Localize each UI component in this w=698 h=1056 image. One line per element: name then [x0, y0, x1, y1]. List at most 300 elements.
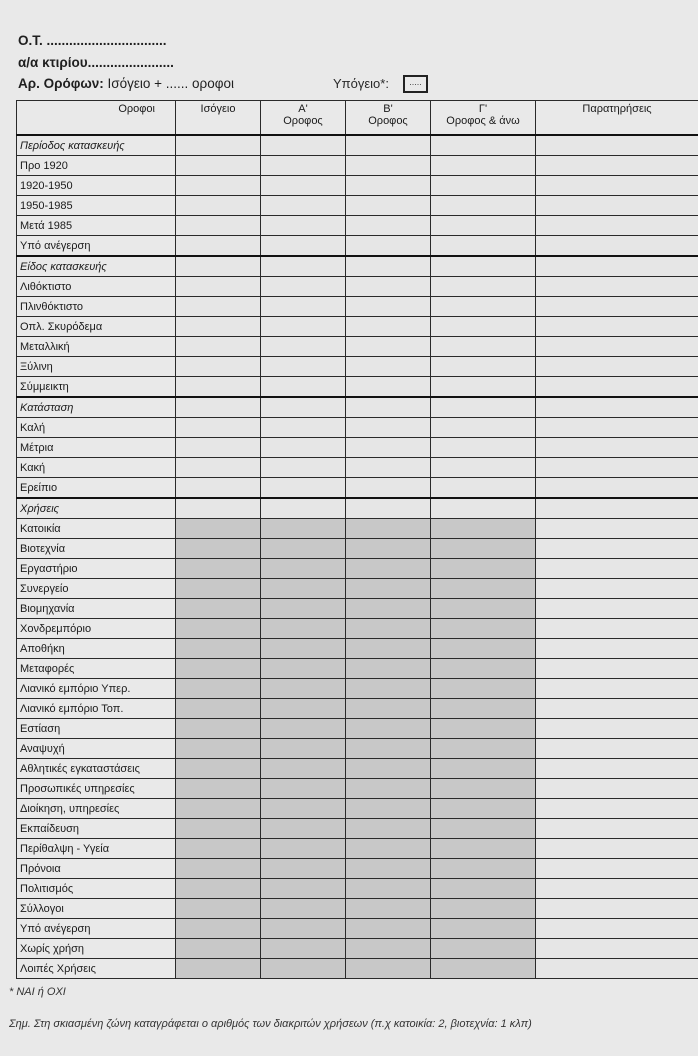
- table-cell[interactable]: [536, 819, 698, 839]
- table-cell[interactable]: [536, 659, 698, 679]
- row-label: Προ 1920: [17, 156, 176, 176]
- table-cell[interactable]: [536, 739, 698, 759]
- row-label: Λιανικό εμπόριο Υπερ.: [17, 679, 176, 699]
- table-cell[interactable]: [261, 659, 346, 679]
- table-cell[interactable]: [536, 438, 698, 458]
- table-cell[interactable]: [346, 519, 431, 539]
- table-cell[interactable]: [431, 719, 536, 739]
- table-cell[interactable]: [346, 458, 431, 478]
- table-row: [17, 759, 698, 779]
- table-cell[interactable]: [176, 939, 261, 959]
- table-cell[interactable]: [176, 739, 261, 759]
- table-cell[interactable]: [346, 819, 431, 839]
- row-label: Εργαστήριο: [17, 559, 176, 579]
- table-cell[interactable]: [536, 519, 698, 539]
- table-cell[interactable]: [346, 799, 431, 819]
- table-row: [17, 176, 698, 196]
- table-cell[interactable]: [536, 397, 698, 418]
- table-cell[interactable]: [261, 819, 346, 839]
- table-cell[interactable]: [176, 256, 261, 277]
- table-cell[interactable]: [261, 458, 346, 478]
- table-cell[interactable]: [346, 759, 431, 779]
- row-label: Χονδρεμπόριο: [17, 619, 176, 639]
- table-cell[interactable]: [176, 919, 261, 939]
- table-cell[interactable]: [176, 418, 261, 438]
- table-cell[interactable]: [261, 719, 346, 739]
- table-cell[interactable]: [346, 939, 431, 959]
- building-number-field[interactable]: α/α κτιρίου.......................: [18, 55, 174, 70]
- table-cell[interactable]: [536, 959, 698, 979]
- table-cell[interactable]: [536, 297, 698, 317]
- table-cell[interactable]: [261, 799, 346, 819]
- table-cell[interactable]: [536, 498, 698, 519]
- table-cell[interactable]: [346, 317, 431, 337]
- table-cell[interactable]: [261, 639, 346, 659]
- table-cell[interactable]: [176, 317, 261, 337]
- table-row: [17, 216, 698, 236]
- table-cell[interactable]: [431, 759, 536, 779]
- table-cell[interactable]: [346, 899, 431, 919]
- table-cell[interactable]: [431, 579, 536, 599]
- table-cell[interactable]: [536, 337, 698, 357]
- table-cell[interactable]: [431, 438, 536, 458]
- table-row: [17, 196, 698, 216]
- table-cell[interactable]: [536, 579, 698, 599]
- table-cell[interactable]: [261, 899, 346, 919]
- table-cell[interactable]: [431, 317, 536, 337]
- table-cell[interactable]: [431, 539, 536, 559]
- table-cell[interactable]: [536, 679, 698, 699]
- table-cell[interactable]: [261, 176, 346, 196]
- table-cell[interactable]: [346, 498, 431, 519]
- table-cell[interactable]: [346, 879, 431, 899]
- table-cell[interactable]: [176, 539, 261, 559]
- table-cell[interactable]: [261, 779, 346, 799]
- table-cell[interactable]: [261, 196, 346, 216]
- table-cell[interactable]: [261, 699, 346, 719]
- survey-table: [16, 100, 698, 979]
- table-cell[interactable]: [176, 579, 261, 599]
- row-label: Προσωπικές υπηρεσίες: [17, 779, 176, 799]
- table-cell[interactable]: [536, 639, 698, 659]
- table-cell[interactable]: [431, 277, 536, 297]
- table-row: [17, 519, 698, 539]
- row-label: Καλή: [17, 418, 176, 438]
- table-header-row: [17, 101, 698, 136]
- table-cell[interactable]: [431, 256, 536, 277]
- table-cell[interactable]: [431, 699, 536, 719]
- section-header-row: [17, 256, 698, 277]
- table-cell[interactable]: [176, 277, 261, 297]
- table-cell[interactable]: [536, 176, 698, 196]
- row-label: Εστίαση: [17, 719, 176, 739]
- table-cell[interactable]: [176, 397, 261, 418]
- table-cell[interactable]: [536, 919, 698, 939]
- table-cell[interactable]: [176, 679, 261, 699]
- table-cell[interactable]: [176, 879, 261, 899]
- floors-field[interactable]: [18, 76, 234, 91]
- table-cell[interactable]: [261, 759, 346, 779]
- table-row: [17, 739, 698, 759]
- table-row: [17, 579, 698, 599]
- table-cell[interactable]: [176, 759, 261, 779]
- table-cell[interactable]: [346, 539, 431, 559]
- table-cell[interactable]: [431, 859, 536, 879]
- section-header-row: [17, 397, 698, 418]
- table-cell[interactable]: [176, 599, 261, 619]
- table-cell[interactable]: [346, 216, 431, 236]
- column-header: Ισόγειο: [176, 101, 261, 136]
- row-label: Βιοτεχνία: [17, 539, 176, 559]
- table-row: [17, 619, 698, 639]
- table-cell[interactable]: [261, 839, 346, 859]
- table-cell[interactable]: [176, 699, 261, 719]
- row-label: Λιανικό εμπόριο Τοπ.: [17, 699, 176, 719]
- table-cell[interactable]: [346, 859, 431, 879]
- table-cell[interactable]: [346, 418, 431, 438]
- table-row: [17, 659, 698, 679]
- table-cell[interactable]: [431, 236, 536, 257]
- table-cell[interactable]: [176, 176, 261, 196]
- row-label: Υπό ανέγερση: [17, 236, 176, 257]
- table-row: [17, 297, 698, 317]
- table-cell[interactable]: [346, 639, 431, 659]
- row-label: Αθλητικές εγκαταστάσεις: [17, 759, 176, 779]
- table-cell[interactable]: [346, 176, 431, 196]
- table-cell[interactable]: [261, 478, 346, 499]
- table-cell[interactable]: [536, 256, 698, 277]
- row-label: Λιθόκτιστο: [17, 277, 176, 297]
- table-cell[interactable]: [346, 659, 431, 679]
- row-label: Μέτρια: [17, 438, 176, 458]
- table-cell[interactable]: [536, 759, 698, 779]
- table-cell[interactable]: [431, 959, 536, 979]
- table-cell[interactable]: [346, 559, 431, 579]
- row-label: Πλινθόκτιστο: [17, 297, 176, 317]
- table-cell[interactable]: [346, 397, 431, 418]
- table-cell[interactable]: [261, 959, 346, 979]
- row-label: Μεταφορές: [17, 659, 176, 679]
- table-cell[interactable]: [261, 156, 346, 176]
- row-label: Συνεργείο: [17, 579, 176, 599]
- table-row: [17, 559, 698, 579]
- row-label: Διοίκηση, υπηρεσίες: [17, 799, 176, 819]
- table-cell[interactable]: [431, 156, 536, 176]
- row-label: Πρόνοια: [17, 859, 176, 879]
- table-cell[interactable]: [431, 377, 536, 398]
- shading-note: Σημ. Στη σκιασμένη ζώνη καταγράφεται ο αριθμός των διακριτών χρήσεων (π.χ κατοικία: 2, βιοτεχνία: 1 κλπ): [9, 1018, 532, 1030]
- table-cell[interactable]: [346, 839, 431, 859]
- table-cell[interactable]: [431, 357, 536, 377]
- table-row: [17, 719, 698, 739]
- table-cell[interactable]: [431, 739, 536, 759]
- table-cell[interactable]: [261, 539, 346, 559]
- table-cell[interactable]: [536, 699, 698, 719]
- table-cell[interactable]: [431, 839, 536, 859]
- table-cell[interactable]: [536, 599, 698, 619]
- table-cell[interactable]: [431, 679, 536, 699]
- table-row: [17, 859, 698, 879]
- table-cell[interactable]: [261, 317, 346, 337]
- footnote: * ΝΑΙ ή ΟΧΙ: [9, 986, 66, 998]
- table-cell[interactable]: [431, 819, 536, 839]
- table-cell[interactable]: [346, 236, 431, 257]
- table-cell[interactable]: [536, 539, 698, 559]
- table-cell[interactable]: [346, 579, 431, 599]
- column-header: Γ' Οροφος & άνω: [431, 101, 536, 136]
- table-cell[interactable]: [176, 196, 261, 216]
- table-cell[interactable]: [176, 859, 261, 879]
- table-row: [17, 357, 698, 377]
- table-cell[interactable]: [431, 337, 536, 357]
- table-cell[interactable]: [536, 879, 698, 899]
- row-label: Κακή: [17, 458, 176, 478]
- row-label: Σύμμεικτη: [17, 377, 176, 398]
- table-cell[interactable]: [431, 939, 536, 959]
- table-cell[interactable]: [346, 135, 431, 156]
- row-label: Χωρίς χρήση: [17, 939, 176, 959]
- table-row: [17, 277, 698, 297]
- table-cell[interactable]: [261, 619, 346, 639]
- table-cell[interactable]: [261, 397, 346, 418]
- row-label: Ερείπιο: [17, 478, 176, 499]
- table-cell[interactable]: [431, 639, 536, 659]
- table-cell[interactable]: [431, 779, 536, 799]
- table-cell[interactable]: [431, 297, 536, 317]
- table-cell[interactable]: [346, 599, 431, 619]
- table-cell[interactable]: [346, 156, 431, 176]
- row-label: Μετά 1985: [17, 216, 176, 236]
- table-cell[interactable]: [261, 679, 346, 699]
- table-cell[interactable]: [176, 799, 261, 819]
- table-cell[interactable]: [431, 919, 536, 939]
- table-cell[interactable]: [536, 619, 698, 639]
- table-cell[interactable]: [346, 619, 431, 639]
- table-cell[interactable]: [536, 216, 698, 236]
- table-cell[interactable]: [431, 799, 536, 819]
- table-cell[interactable]: [261, 879, 346, 899]
- row-label: Οπλ. Σκυρόδεμα: [17, 317, 176, 337]
- table-cell[interactable]: [536, 839, 698, 859]
- table-cell[interactable]: [176, 819, 261, 839]
- table-cell[interactable]: [176, 337, 261, 357]
- table-row: [17, 418, 698, 438]
- table-cell[interactable]: [431, 879, 536, 899]
- table-cell[interactable]: [261, 277, 346, 297]
- table-row: [17, 639, 698, 659]
- table-cell[interactable]: [431, 397, 536, 418]
- table-cell[interactable]: [431, 478, 536, 499]
- row-label: Πολιτισμός: [17, 879, 176, 899]
- table-cell[interactable]: [536, 418, 698, 438]
- table-cell[interactable]: [431, 519, 536, 539]
- table-row: [17, 879, 698, 899]
- table-cell[interactable]: [431, 559, 536, 579]
- table-row: [17, 919, 698, 939]
- table-cell[interactable]: [346, 959, 431, 979]
- table-cell[interactable]: [536, 859, 698, 879]
- table-cell[interactable]: [346, 377, 431, 398]
- row-label: Κατοικία: [17, 519, 176, 539]
- table-cell[interactable]: [176, 519, 261, 539]
- table-cell[interactable]: [536, 719, 698, 739]
- table-cell[interactable]: [261, 377, 346, 398]
- table-cell[interactable]: [346, 337, 431, 357]
- section-title: Κατάσταση: [17, 397, 176, 418]
- basement-label: Υπόγειο*:: [333, 76, 389, 91]
- row-label: Σύλλογοι: [17, 899, 176, 919]
- floors-text: Ισόγειο + ...... οροφοι: [107, 76, 235, 91]
- table-cell[interactable]: [176, 438, 261, 458]
- table-cell[interactable]: [261, 498, 346, 519]
- table-cell[interactable]: [536, 277, 698, 297]
- table-cell[interactable]: [176, 478, 261, 499]
- table-cell[interactable]: [346, 919, 431, 939]
- table-cell[interactable]: [261, 135, 346, 156]
- table-cell[interactable]: [431, 899, 536, 919]
- table-cell[interactable]: [261, 236, 346, 257]
- table-cell[interactable]: [261, 559, 346, 579]
- table-cell[interactable]: [536, 156, 698, 176]
- table-cell[interactable]: [346, 779, 431, 799]
- table-cell[interactable]: [176, 559, 261, 579]
- table-cell[interactable]: [176, 899, 261, 919]
- table-cell[interactable]: [346, 277, 431, 297]
- table-cell[interactable]: [261, 216, 346, 236]
- table-cell[interactable]: [536, 779, 698, 799]
- row-label: Λοιπές Χρήσεις: [17, 959, 176, 979]
- table-row: [17, 317, 698, 337]
- table-row: [17, 458, 698, 478]
- table-cell[interactable]: [431, 216, 536, 236]
- table-cell[interactable]: [431, 659, 536, 679]
- table-cell[interactable]: [176, 458, 261, 478]
- table-row: [17, 236, 698, 257]
- table-cell[interactable]: [346, 478, 431, 499]
- table-cell[interactable]: [261, 337, 346, 357]
- table-cell[interactable]: [261, 939, 346, 959]
- table-cell[interactable]: [346, 297, 431, 317]
- table-cell[interactable]: [346, 699, 431, 719]
- table-cell[interactable]: [176, 619, 261, 639]
- table-row: [17, 679, 698, 699]
- table-cell[interactable]: [176, 719, 261, 739]
- table-cell[interactable]: [176, 236, 261, 257]
- table-cell[interactable]: [536, 236, 698, 257]
- table-cell[interactable]: [176, 659, 261, 679]
- table-cell[interactable]: [261, 519, 346, 539]
- floors-label: Αρ. Ορόφων:: [18, 76, 104, 91]
- table-row: [17, 438, 698, 458]
- table-cell[interactable]: [536, 899, 698, 919]
- table-cell[interactable]: [536, 377, 698, 398]
- table-cell[interactable]: [261, 438, 346, 458]
- table-cell[interactable]: [346, 256, 431, 277]
- row-label: Περίθαλψη - Υγεία: [17, 839, 176, 859]
- table-cell[interactable]: [431, 135, 536, 156]
- section-title: Χρήσεις: [17, 498, 176, 519]
- table-cell[interactable]: [536, 357, 698, 377]
- table-cell[interactable]: [536, 317, 698, 337]
- table-cell[interactable]: [261, 297, 346, 317]
- table-cell[interactable]: [346, 357, 431, 377]
- row-label: Ξύλινη: [17, 357, 176, 377]
- row-label: 1950-1985: [17, 196, 176, 216]
- table-row: [17, 156, 698, 176]
- section-title: Περίοδος κατασκευής: [17, 135, 176, 156]
- table-cell[interactable]: [536, 196, 698, 216]
- table-cell[interactable]: [431, 176, 536, 196]
- table-row: [17, 899, 698, 919]
- basement-checkbox[interactable]: .....: [403, 75, 428, 93]
- table-cell[interactable]: [176, 135, 261, 156]
- table-cell[interactable]: [176, 639, 261, 659]
- table-cell[interactable]: [346, 719, 431, 739]
- table-cell[interactable]: [261, 579, 346, 599]
- table-cell[interactable]: [261, 357, 346, 377]
- table-cell[interactable]: [176, 297, 261, 317]
- table-cell[interactable]: [176, 839, 261, 859]
- table-row: [17, 939, 698, 959]
- table-cell[interactable]: [346, 739, 431, 759]
- table-row: [17, 779, 698, 799]
- row-label: Βιομηχανία: [17, 599, 176, 619]
- table-cell[interactable]: [176, 377, 261, 398]
- table-cell[interactable]: [176, 959, 261, 979]
- table-row: [17, 377, 698, 398]
- table-cell[interactable]: [536, 458, 698, 478]
- table-cell[interactable]: [176, 216, 261, 236]
- section-header-row: [17, 135, 698, 156]
- row-label: 1920-1950: [17, 176, 176, 196]
- table-cell[interactable]: [431, 418, 536, 438]
- table-cell[interactable]: [346, 196, 431, 216]
- table-row: [17, 699, 698, 719]
- table-cell[interactable]: [176, 156, 261, 176]
- column-header: Α' Οροφος: [261, 101, 346, 136]
- table-cell[interactable]: [261, 256, 346, 277]
- table-cell[interactable]: [431, 599, 536, 619]
- table-cell[interactable]: [261, 859, 346, 879]
- ot-field[interactable]: Ο.Τ. ................................: [18, 33, 167, 48]
- table-cell[interactable]: [431, 458, 536, 478]
- row-label: Υπό ανέγερση: [17, 919, 176, 939]
- table-cell[interactable]: [261, 739, 346, 759]
- table-cell[interactable]: [261, 919, 346, 939]
- table-cell[interactable]: [346, 679, 431, 699]
- row-label: Μεταλλική: [17, 337, 176, 357]
- table-cell[interactable]: [536, 559, 698, 579]
- table-cell[interactable]: [536, 939, 698, 959]
- table-row: [17, 819, 698, 839]
- row-label: Αποθήκη: [17, 639, 176, 659]
- table-cell[interactable]: [261, 418, 346, 438]
- table-cell[interactable]: [431, 196, 536, 216]
- table-cell[interactable]: [536, 799, 698, 819]
- table-row: [17, 959, 698, 979]
- section-header-row: [17, 498, 698, 519]
- table-cell[interactable]: [261, 599, 346, 619]
- section-title: Είδος κατασκευής: [17, 256, 176, 277]
- table-cell[interactable]: [536, 135, 698, 156]
- table-cell[interactable]: [176, 779, 261, 799]
- table-cell[interactable]: [176, 357, 261, 377]
- table-cell[interactable]: [431, 619, 536, 639]
- table-cell[interactable]: [431, 498, 536, 519]
- table-cell[interactable]: [176, 498, 261, 519]
- table-cell[interactable]: [536, 478, 698, 499]
- table-cell[interactable]: [346, 438, 431, 458]
